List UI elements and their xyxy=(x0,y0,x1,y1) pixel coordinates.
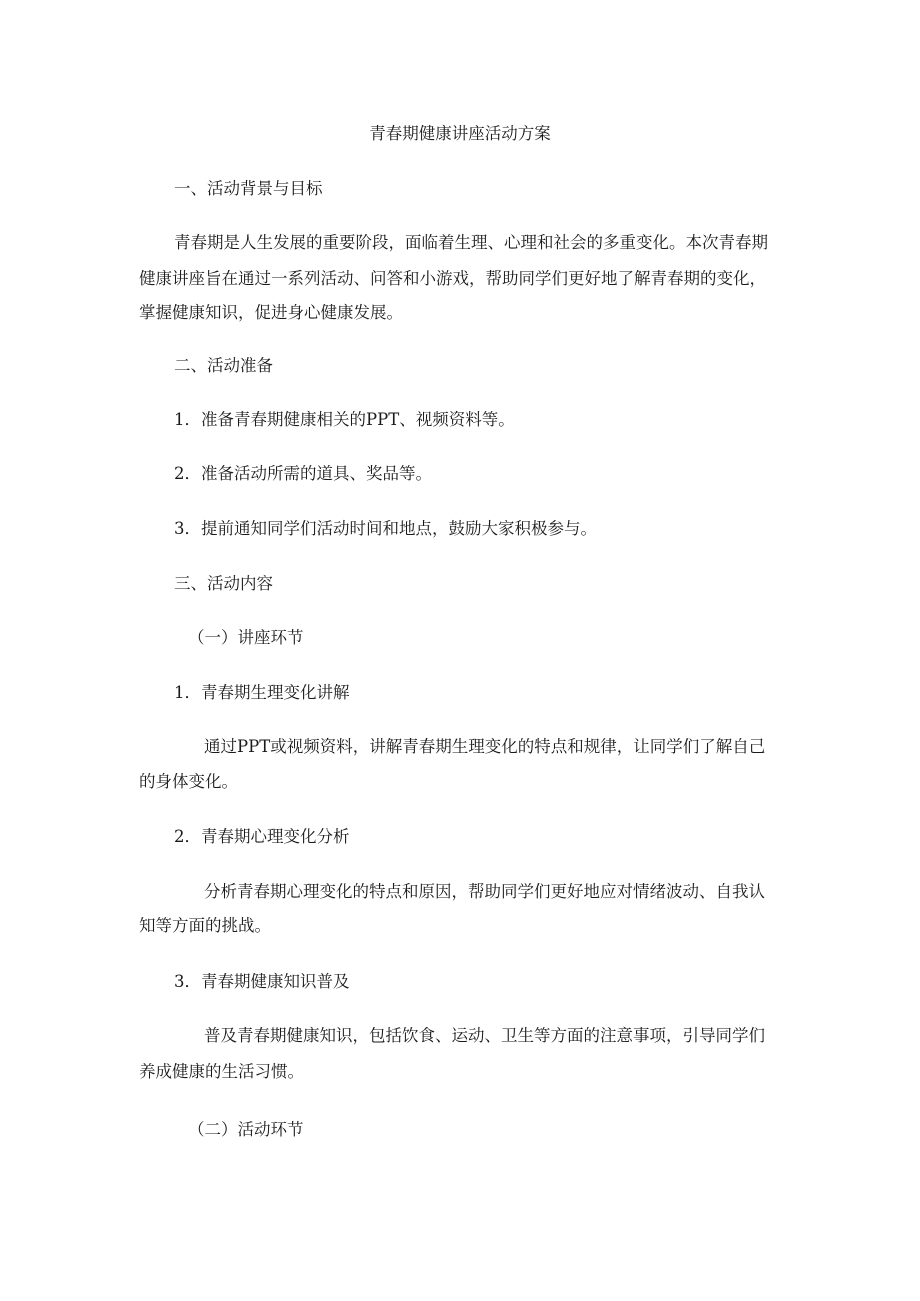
topic-1-line-2: 的身体变化。 xyxy=(139,772,238,791)
prep-item-3: 3．提前通知同学们活动时间和地点，鼓励大家积极参与。 xyxy=(174,519,597,538)
section3-heading: 三、活动内容 xyxy=(174,574,273,593)
topic-1-title: 1．青春期生理变化讲解 xyxy=(174,683,350,702)
topic-2-line-2: 知等方面的挑战。 xyxy=(139,916,271,935)
section1-heading: 一、活动背景与目标 xyxy=(174,179,323,198)
part2-heading: （二）活动环节 xyxy=(188,1120,304,1139)
topic-3-title: 3．青春期健康知识普及 xyxy=(174,972,350,991)
section1-paragraph-line-3: 掌握健康知识，促进身心健康发展。 xyxy=(139,303,403,322)
topic-1-line-1: 通过PPT或视频资料，讲解青春期生理变化的特点和规律，让同学们了解自己 xyxy=(204,737,766,756)
topic-2-line-1: 分析青春期心理变化的特点和原因，帮助同学们更好地应对情绪波动、自我认 xyxy=(204,882,765,901)
topic-2-title: 2．青春期心理变化分析 xyxy=(174,827,350,846)
topic-3-line-1: 普及青春期健康知识，包括饮食、运动、卫生等方面的注意事项，引导同学们 xyxy=(204,1026,765,1045)
prep-item-2: 2．准备活动所需的道具、奖品等。 xyxy=(174,464,432,483)
prep-item-1: 1．准备青春期健康相关的PPT、视频资料等。 xyxy=(174,410,515,429)
topic-3-line-2: 养成健康的生活习惯。 xyxy=(139,1062,304,1081)
section1-paragraph-line-2: 健康讲座旨在通过一系列活动、问答和小游戏，帮助同学们更好地了解青春期的变化， xyxy=(139,269,766,288)
section1-paragraph-line-1: 青春期是人生发展的重要阶段，面临着生理、心理和社会的多重变化。本次青春期 xyxy=(174,233,768,252)
section2-heading: 二、活动准备 xyxy=(174,356,273,375)
document-title: 青春期健康讲座活动方案 xyxy=(369,124,551,143)
part1-heading: （一）讲座环节 xyxy=(188,628,304,647)
